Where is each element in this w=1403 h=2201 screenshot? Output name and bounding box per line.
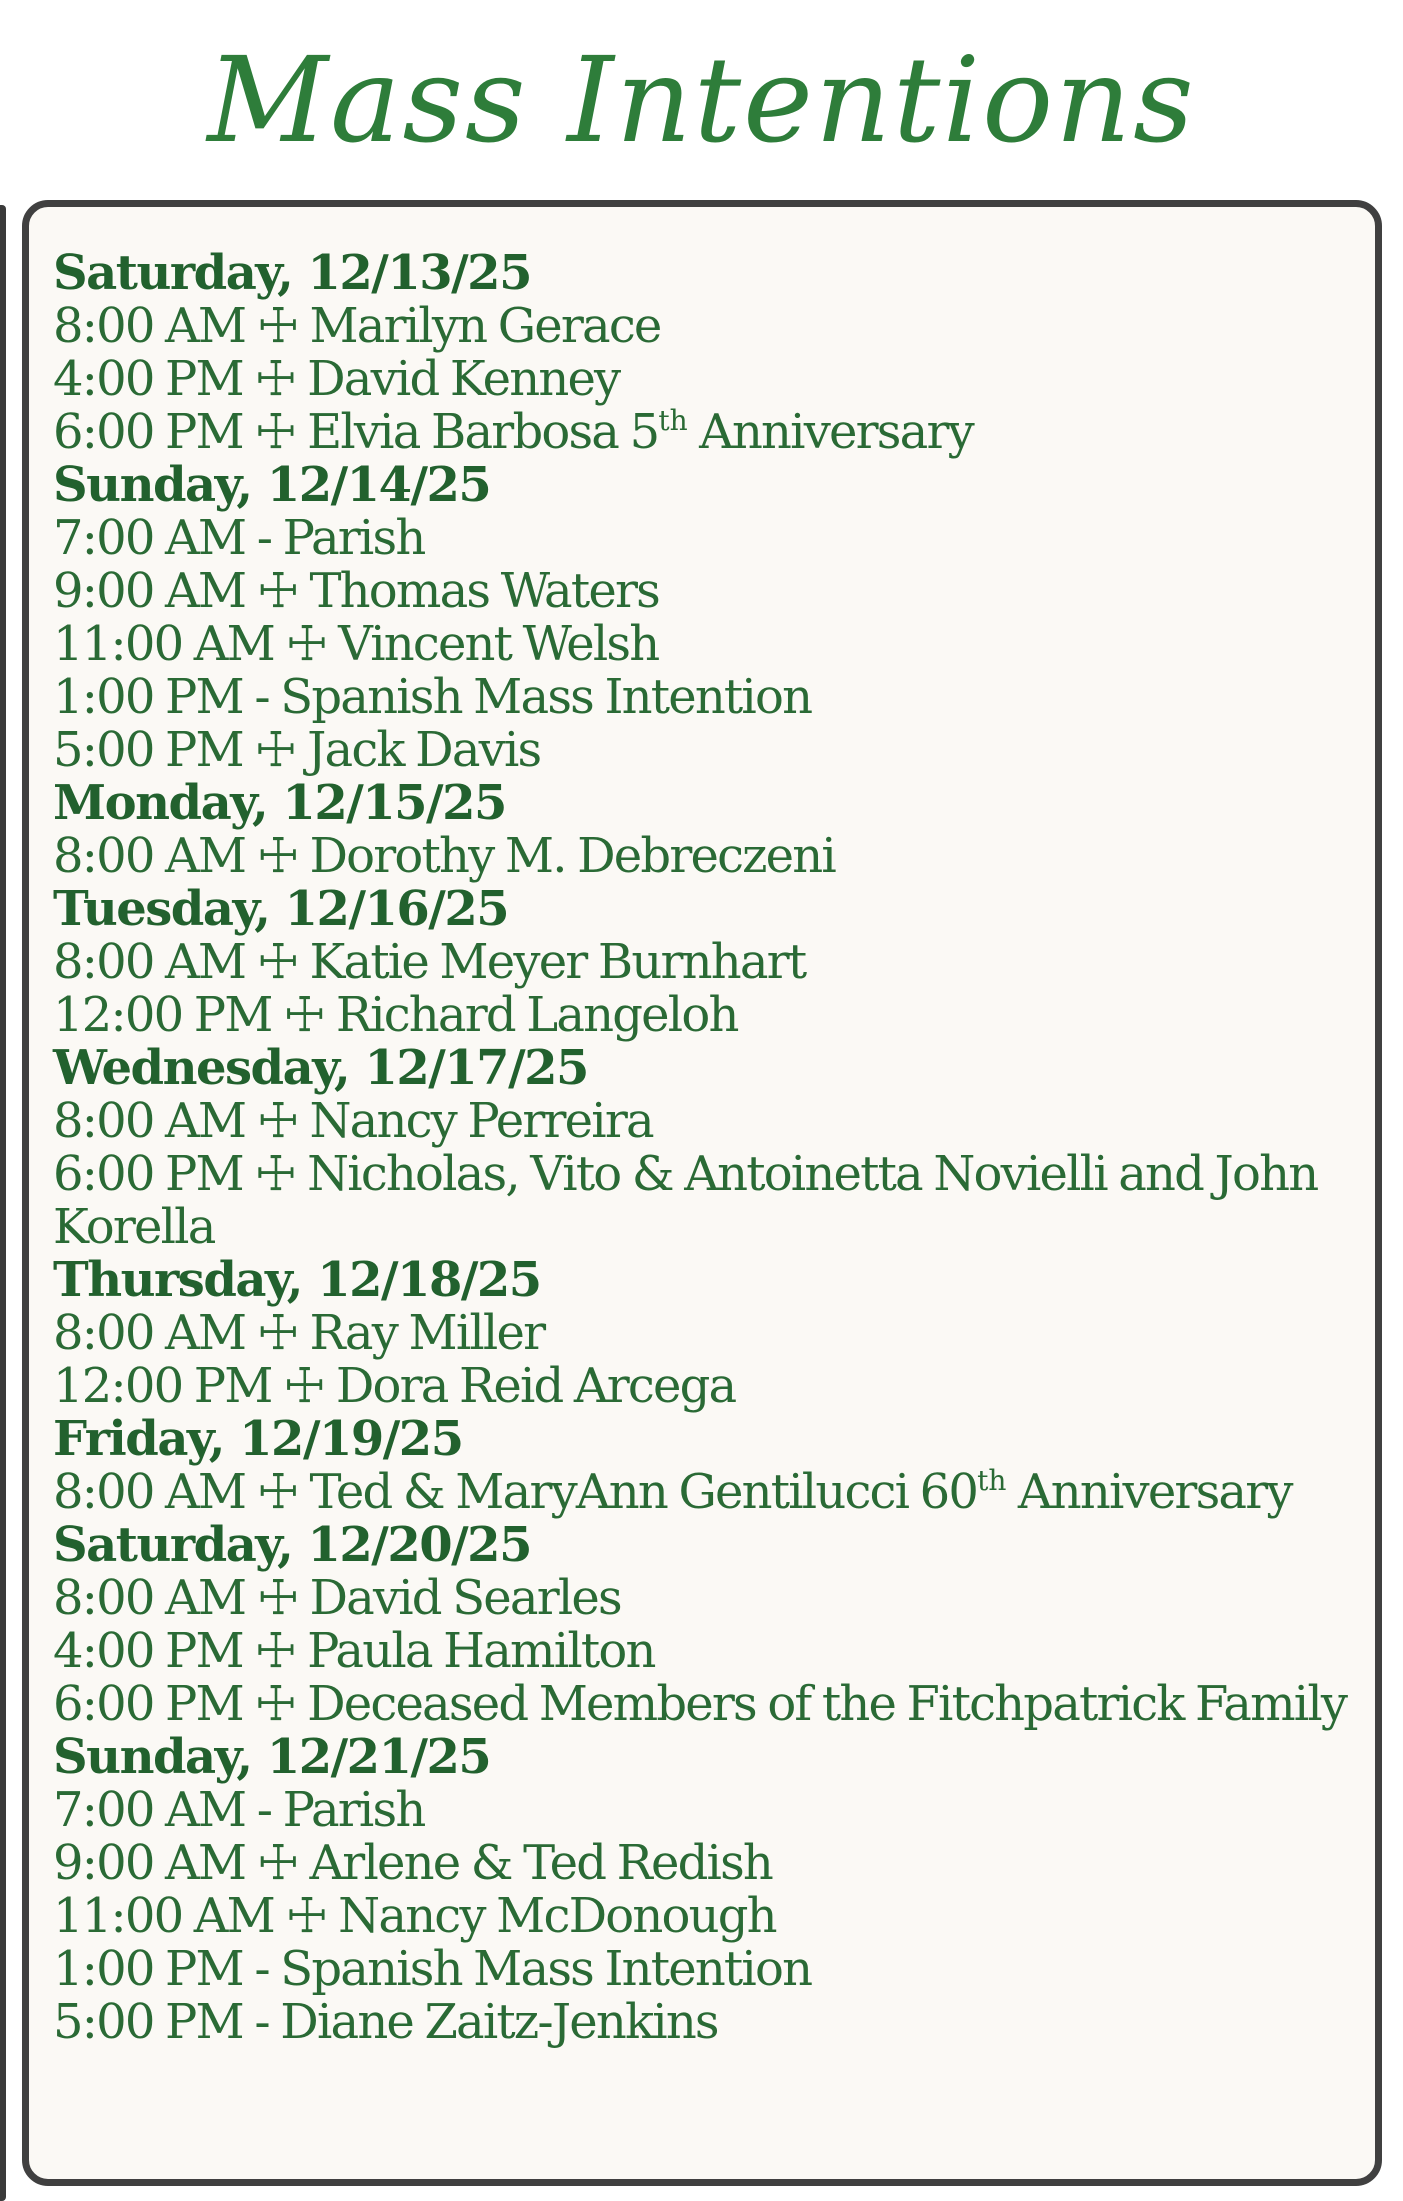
- intention-entry: [53, 671, 1373, 724]
- intention-entry: [53, 1678, 1373, 1731]
- intention-name: Ted & MaryAnn Gentilucci 60: [309, 1464, 978, 1520]
- intention-entry: [53, 353, 1373, 406]
- intention-name: Deceased Members of the Fitchpatrick Family: [307, 1676, 1347, 1732]
- ordinal-suffix: th: [977, 1464, 1007, 1497]
- cross-icon: ☩: [285, 1888, 327, 1944]
- intention-entry: [53, 565, 1373, 618]
- day-heading: Saturday, 12/13/25: [53, 245, 531, 301]
- intention-name: Elvia Barbosa 5: [307, 404, 659, 460]
- intention-entry: [53, 1943, 1373, 1996]
- day-heading: Saturday, 12/20/25: [53, 1517, 531, 1573]
- cross-icon: ☩: [256, 1835, 298, 1891]
- intentions-list: [53, 247, 1373, 2049]
- mass-time: 6:00 PM: [53, 1146, 243, 1202]
- intention-name: Paula Hamilton: [307, 1623, 655, 1679]
- intention-entry: [53, 512, 1373, 565]
- intention-name: Parish: [282, 510, 425, 566]
- mass-time: 8:00 AM: [53, 828, 246, 884]
- cross-icon: ☩: [256, 828, 298, 884]
- intention-name: Arlene & Ted Redish: [309, 1835, 773, 1891]
- intention-entry: [53, 1307, 1373, 1360]
- intention-entry: [53, 1837, 1373, 1890]
- intention-name: Nicholas, Vito & Antoinetta Novielli and John Korella: [53, 1146, 1318, 1255]
- intention-name: Katie Meyer Burnhart: [309, 934, 806, 990]
- mass-intentions-panel: [22, 200, 1382, 2186]
- mass-time: 8:00 AM: [53, 1570, 246, 1626]
- mass-time: 7:00 AM: [53, 510, 246, 566]
- cross-icon: ☩: [256, 1305, 298, 1361]
- intention-entry: [53, 724, 1373, 777]
- intention-name: Spanish Mass Intention: [280, 669, 812, 725]
- mass-time: 1:00 PM: [53, 669, 243, 725]
- day-heading: Thursday, 12/18/25: [53, 1252, 541, 1308]
- mass-time: 6:00 PM: [53, 1676, 243, 1732]
- intention-entry: [53, 1890, 1373, 1943]
- intention-name-continued: Anniversary: [1006, 1464, 1292, 1520]
- dash-separator: -: [256, 1782, 272, 1838]
- cross-icon: ☩: [254, 1623, 296, 1679]
- mass-time: 12:00 PM: [53, 1358, 272, 1414]
- cross-icon: ☩: [256, 1464, 298, 1520]
- cross-icon: ☩: [254, 722, 296, 778]
- cross-icon: ☩: [283, 1358, 325, 1414]
- mass-time: 11:00 AM: [53, 1888, 274, 1944]
- intention-name: Ray Miller: [309, 1305, 545, 1361]
- dash-separator: -: [254, 669, 269, 725]
- page-title: Mass Intentions: [207, 31, 1196, 169]
- intention-name: Diane Zaitz-Jenkins: [280, 1994, 718, 2050]
- cross-icon: ☩: [254, 351, 296, 407]
- cross-icon: ☩: [285, 616, 327, 672]
- intention-entry: [53, 1784, 1373, 1837]
- mass-time: 9:00 AM: [53, 1835, 246, 1891]
- intention-entry: [53, 1148, 1373, 1254]
- mass-time: 5:00 PM: [53, 722, 243, 778]
- day-heading: Wednesday, 12/17/25: [53, 1040, 588, 1096]
- cross-icon: ☩: [256, 563, 298, 619]
- intention-entry: [53, 300, 1373, 353]
- cross-icon: ☩: [256, 1570, 298, 1626]
- intention-entry: [53, 1572, 1373, 1625]
- intention-name: Thomas Waters: [309, 563, 659, 619]
- intention-entry: [53, 1996, 1373, 2049]
- intention-name: Vincent Welsh: [338, 616, 659, 672]
- cross-icon: ☩: [254, 1676, 296, 1732]
- mass-time: 7:00 AM: [53, 1782, 246, 1838]
- ordinal-suffix: th: [658, 404, 688, 437]
- mass-time: 8:00 AM: [53, 934, 246, 990]
- day-heading: Friday, 12/19/25: [53, 1411, 463, 1467]
- intention-name: Jack Davis: [307, 722, 541, 778]
- mass-time: 1:00 PM: [53, 1941, 243, 1997]
- cross-icon: ☩: [256, 934, 298, 990]
- intention-name: Spanish Mass Intention: [280, 1941, 812, 1997]
- intention-name: David Kenney: [307, 351, 620, 407]
- dash-separator: -: [256, 510, 272, 566]
- intention-entry: [53, 989, 1373, 1042]
- intention-name-continued: Anniversary: [687, 404, 973, 460]
- day-heading: Sunday, 12/21/25: [53, 1729, 491, 1785]
- intention-entry: [53, 1466, 1373, 1519]
- intention-entry: [53, 830, 1373, 883]
- mass-time: 4:00 PM: [53, 351, 243, 407]
- left-border-strip: [0, 205, 6, 2201]
- day-heading: Sunday, 12/14/25: [53, 457, 491, 513]
- mass-time: 12:00 PM: [53, 987, 272, 1043]
- intention-entry: [53, 1095, 1373, 1148]
- mass-time: 11:00 AM: [53, 616, 274, 672]
- intention-entry: [53, 936, 1373, 989]
- intention-name: Nancy McDonough: [338, 1888, 776, 1944]
- intention-name: Dorothy M. Debreczeni: [309, 828, 835, 884]
- day-heading: Monday, 12/15/25: [53, 775, 506, 831]
- intention-name: Parish: [282, 1782, 425, 1838]
- mass-time: 4:00 PM: [53, 1623, 243, 1679]
- intention-entry: [53, 618, 1373, 671]
- dash-separator: -: [254, 1994, 269, 2050]
- intention-name: David Searles: [309, 1570, 621, 1626]
- intention-name: Marilyn Gerace: [309, 298, 661, 354]
- dash-separator: -: [254, 1941, 269, 1997]
- intention-entry: [53, 406, 1373, 459]
- cross-icon: ☩: [256, 298, 298, 354]
- day-heading: Tuesday, 12/16/25: [53, 881, 509, 937]
- mass-time: 8:00 AM: [53, 1464, 246, 1520]
- intention-entry: [53, 1360, 1373, 1413]
- intention-name: Nancy Perreira: [309, 1093, 653, 1149]
- mass-time: 8:00 AM: [53, 1093, 246, 1149]
- mass-time: 8:00 AM: [53, 1305, 246, 1361]
- mass-time: 6:00 PM: [53, 404, 243, 460]
- intention-name: Richard Langeloh: [335, 987, 738, 1043]
- cross-icon: ☩: [283, 987, 325, 1043]
- mass-time: 9:00 AM: [53, 563, 246, 619]
- mass-time: 8:00 AM: [53, 298, 246, 354]
- cross-icon: ☩: [254, 404, 296, 460]
- intention-entry: [53, 1625, 1373, 1678]
- mass-time: 5:00 PM: [53, 1994, 243, 2050]
- intention-name: Dora Reid Arcega: [335, 1358, 736, 1414]
- cross-icon: ☩: [254, 1146, 296, 1202]
- cross-icon: ☩: [256, 1093, 298, 1149]
